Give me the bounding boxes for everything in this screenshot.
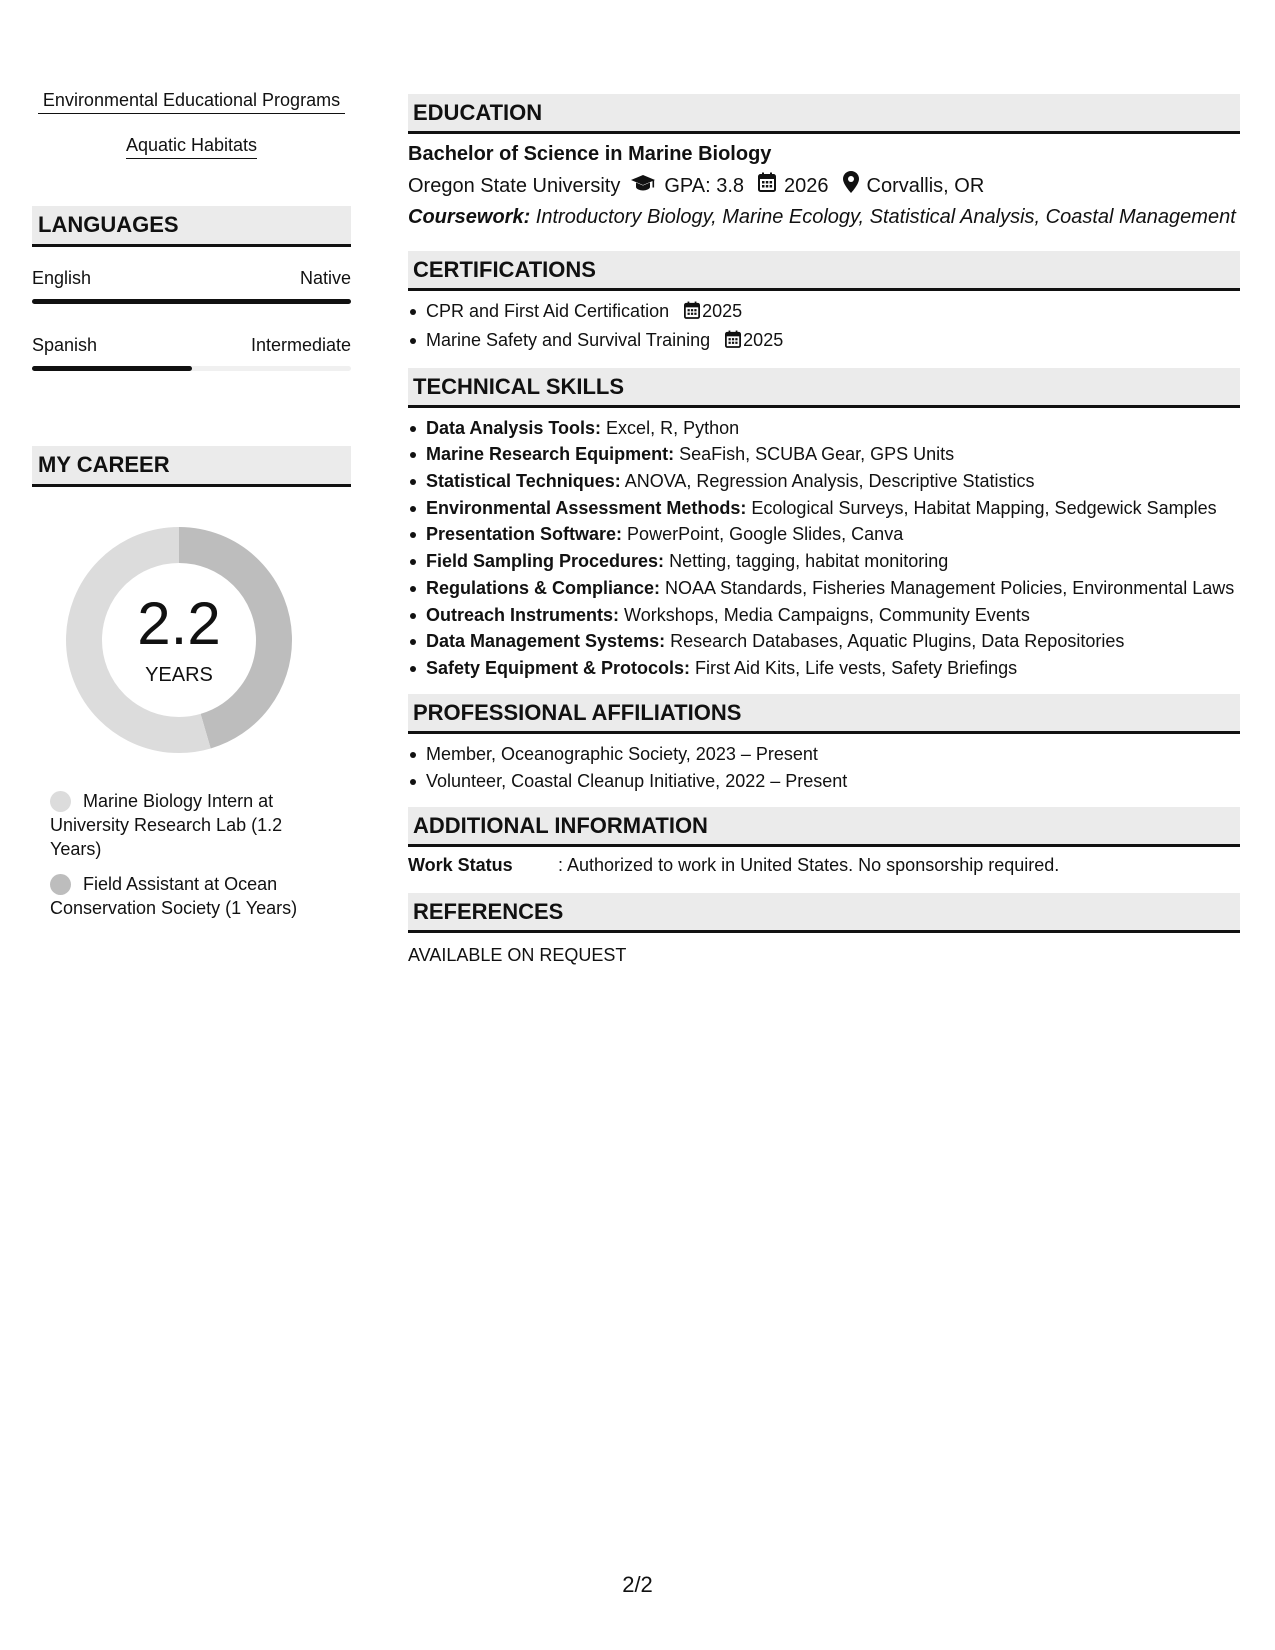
language-proficiency-bar — [32, 366, 351, 371]
language-name: English — [32, 268, 92, 288]
career-legend-text: Marine Biology Intern at University Research Lab (1.2 Years) — [50, 791, 283, 859]
certification-item — [408, 328, 1240, 354]
page-number: 2/2 — [622, 1572, 653, 1597]
skill-item — [408, 549, 1240, 573]
skill-value: Workshops, Media Campaigns, Community Events — [619, 604, 1030, 625]
career-legend-text: Field Assistant at Ocean Conservation Society (1 Years) — [50, 874, 298, 918]
skill-value: SeaFish, SCUBA Gear, GPS Units — [674, 444, 955, 465]
career-total-years: 2.2 — [137, 590, 221, 657]
calendar-icon — [725, 330, 741, 354]
career-legend-item — [50, 789, 320, 861]
skill-item — [408, 469, 1240, 493]
skill-label: Field Sampling Procedures: — [426, 551, 665, 572]
affiliation-item: Volunteer, Coastal Cleanup Initiative, 2022 – Present — [408, 769, 1240, 793]
skill-value: ANOVA, Regression Analysis, Descriptive Statistics — [620, 471, 1035, 492]
legend-dot — [50, 874, 71, 895]
location-pin-icon — [843, 171, 859, 200]
affiliation-item: Member, Oceanographic Society, 2023 – Present — [408, 742, 1240, 766]
skill-label: Environmental Assessment Methods: — [426, 497, 747, 518]
certification-year: 2025 — [743, 329, 784, 350]
graduation-cap-icon — [630, 173, 656, 199]
certification-item — [408, 299, 1240, 325]
skill-item — [408, 629, 1240, 653]
skill-label: Marine Research Equipment: — [426, 444, 675, 465]
skill-value: Research Databases, Aquatic Plugins, Data Repositories — [665, 631, 1125, 652]
school-name: Oregon State University — [408, 174, 621, 197]
language-level: Intermediate — [250, 335, 351, 355]
certifications-list — [408, 299, 1240, 354]
certification-year: 2025 — [702, 301, 743, 321]
legend-dot — [50, 791, 71, 812]
work-status-row — [408, 853, 1240, 877]
school-location: Corvallis, OR — [866, 174, 985, 197]
graduation-year: 2026 — [784, 174, 829, 197]
certifications-heading: CERTIFICATIONS — [408, 251, 1240, 291]
language-proficiency-fill — [32, 366, 192, 371]
work-status-label: Work Status — [408, 854, 513, 875]
interest-item: Environmental Educational Programs — [38, 88, 345, 114]
calendar-icon — [758, 172, 776, 199]
skill-item — [408, 522, 1240, 546]
skill-value: Ecological Surveys, Habitat Mapping, Sedgewick Samples — [746, 497, 1217, 518]
language-entry — [32, 334, 351, 371]
career-unit-label: YEARS — [145, 664, 213, 686]
coursework-label: Coursework: — [408, 206, 531, 228]
affiliations-heading: PROFESSIONAL AFFILIATIONS — [408, 694, 1240, 734]
sidebar — [32, 88, 351, 931]
skill-label: Regulations & Compliance: — [426, 577, 661, 598]
certification-name: CPR and First Aid Certification — [426, 301, 670, 321]
additional-info-heading: ADDITIONAL INFORMATION — [408, 807, 1240, 847]
career-heading: MY CAREER — [32, 446, 351, 487]
language-name: Spanish — [32, 335, 98, 355]
coursework — [408, 205, 1240, 229]
degree-title: Bachelor of Science in Marine Biology — [408, 143, 772, 165]
career-legend-item — [50, 872, 320, 920]
language-proficiency-bar — [32, 299, 351, 304]
skill-item — [408, 496, 1240, 520]
education-heading: EDUCATION — [408, 94, 1240, 134]
language-entry — [32, 267, 351, 304]
skill-label: Data Analysis Tools: — [426, 417, 602, 438]
career-legend — [50, 789, 320, 920]
language-proficiency-fill — [32, 299, 351, 304]
skill-label: Outreach Instruments: — [426, 604, 620, 625]
skill-item — [408, 603, 1240, 627]
technical-skills-list — [408, 416, 1240, 680]
career-donut-chart — [66, 527, 292, 753]
work-status-value: : Authorized to work in United States. No sponsorship required. — [558, 854, 1060, 875]
skill-label: Presentation Software: — [426, 524, 623, 545]
skill-item — [408, 416, 1240, 440]
skill-value: PowerPoint, Google Slides, Canva — [622, 524, 904, 545]
calendar-icon — [684, 301, 700, 325]
skill-label: Safety Equipment & Protocols: — [426, 657, 691, 678]
references-text: AVAILABLE ON REQUEST — [408, 944, 627, 965]
language-level: Native — [299, 268, 351, 288]
skill-item — [408, 576, 1240, 600]
skill-label: Data Management Systems: — [426, 631, 666, 652]
skill-value: NOAA Standards, Fisheries Management Policies, Environmental Laws — [660, 577, 1235, 598]
skill-item — [408, 442, 1240, 466]
skill-value: Excel, R, Python — [601, 417, 740, 438]
education-details — [408, 171, 1240, 200]
languages-heading: LANGUAGES — [32, 206, 351, 247]
certification-name: Marine Safety and Survival Training — [426, 329, 711, 350]
skill-value: First Aid Kits, Life vests, Safety Briefings — [690, 657, 1018, 678]
technical-skills-heading: TECHNICAL SKILLS — [408, 368, 1240, 408]
main-content — [408, 94, 1240, 967]
skill-value: Netting, tagging, habitat monitoring — [664, 551, 949, 572]
affiliations-list — [408, 742, 1240, 793]
gpa-value: GPA: 3.8 — [664, 174, 744, 197]
skill-item — [408, 656, 1240, 680]
skill-label: Statistical Techniques: — [426, 471, 621, 492]
coursework-list: Introductory Biology, Marine Ecology, Statistical Analysis, Coastal Management — [530, 206, 1236, 228]
interest-item: Aquatic Habitats — [126, 133, 257, 159]
references-heading: REFERENCES — [408, 893, 1240, 933]
